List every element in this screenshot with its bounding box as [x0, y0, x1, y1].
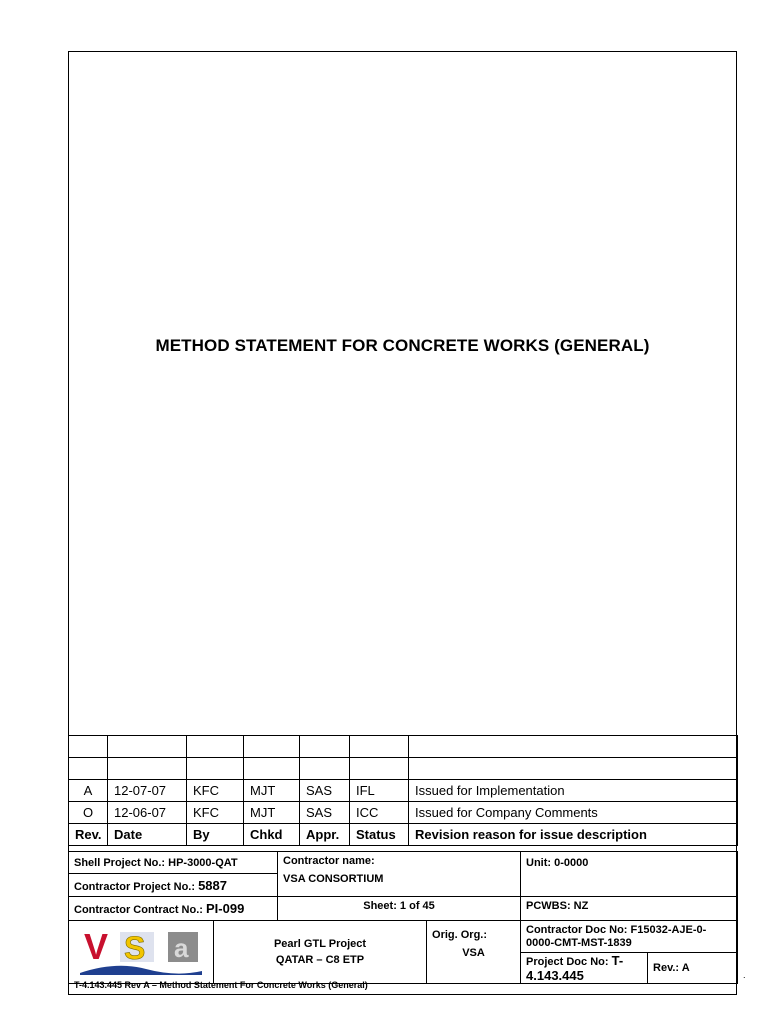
contractor-name-value: VSA CONSORTIUM	[283, 873, 384, 885]
chkd-cell: MJT	[244, 780, 300, 802]
chkd-cell: MJT	[244, 802, 300, 824]
status-header: Status	[350, 824, 409, 846]
revision-row-empty	[69, 758, 738, 780]
chkd-header: Chkd	[244, 824, 300, 846]
reason-cell: Issued for Implementation	[409, 780, 738, 802]
logo-letter-s: S	[124, 930, 146, 966]
footer-text: T-4.143.445 Rev A – Method Statement For Concrete Works (General)	[74, 980, 368, 990]
originating-org	[427, 921, 521, 984]
revision-label: Rev.: A	[648, 953, 738, 984]
project-name-line1: Pearl GTL Project	[273, 938, 367, 950]
contractor-doc-number: Contractor Doc No: F15032-AJE-0-0000-CMT-MST-1839	[521, 921, 738, 953]
contractor-project-value: 5887	[198, 877, 227, 893]
orig-org-label: Orig. Org.:	[432, 929, 488, 941]
revision-row	[69, 802, 738, 824]
contractor-contract-value: PI-099	[206, 901, 245, 916]
rev-header: Rev.	[69, 824, 108, 846]
document-title: METHOD STATEMENT FOR CONCRETE WORKS (GENERAL)	[155, 336, 650, 355]
reason-header: Revision reason for issue description	[409, 824, 738, 846]
project-name-line2: QATAR – C8 ETP	[275, 954, 365, 966]
revision-table	[68, 735, 738, 846]
vsa-logo	[74, 927, 208, 977]
rev-cell: A	[69, 780, 108, 802]
shell-project-number: Shell Project No.: HP-3000-QAT	[69, 852, 278, 874]
orig-org-value: VSA	[462, 947, 485, 959]
contractor-name-cell	[278, 852, 521, 897]
revision-row	[69, 780, 738, 802]
by-header: By	[187, 824, 244, 846]
logo-letter-a: a	[174, 933, 189, 963]
revision-row-empty	[69, 736, 738, 758]
project-doc-number	[521, 953, 648, 984]
sheet-count: Sheet: 1 of 45	[278, 897, 521, 921]
contractor-project-label: Contractor Project No.:	[74, 880, 196, 893]
page-mark: .	[743, 970, 746, 980]
date-cell: 12-07-07	[108, 780, 187, 802]
by-cell: KFC	[187, 780, 244, 802]
contractor-name-label: Contractor name:	[283, 855, 375, 867]
reason-cell: Issued for Company Comments	[409, 802, 738, 824]
project-doc-value: T-4.143.445	[526, 953, 624, 983]
title-block	[68, 851, 738, 984]
status-cell: ICC	[350, 802, 409, 824]
date-header: Date	[108, 824, 187, 846]
contractor-contract-number	[69, 897, 278, 921]
logo-wave	[80, 966, 202, 975]
project-doc-label: Project Doc No:	[526, 956, 609, 968]
contractor-project-number	[69, 874, 278, 897]
date-cell: 12-06-07	[108, 802, 187, 824]
company-logo-cell	[69, 921, 214, 984]
rev-cell: O	[69, 802, 108, 824]
revision-header-row	[69, 824, 738, 846]
project-name	[214, 921, 427, 984]
status-cell: IFL	[350, 780, 409, 802]
unit-number: Unit: 0-0000	[521, 852, 738, 897]
pcwbs: PCWBS: NZ	[521, 897, 738, 921]
logo-letter-v: V	[84, 927, 109, 967]
vsa-logo-icon	[76, 927, 206, 977]
appr-header: Appr.	[300, 824, 350, 846]
appr-cell: SAS	[300, 780, 350, 802]
by-cell: KFC	[187, 802, 244, 824]
appr-cell: SAS	[300, 802, 350, 824]
contractor-contract-label: Contractor Contract No.:	[74, 904, 203, 916]
